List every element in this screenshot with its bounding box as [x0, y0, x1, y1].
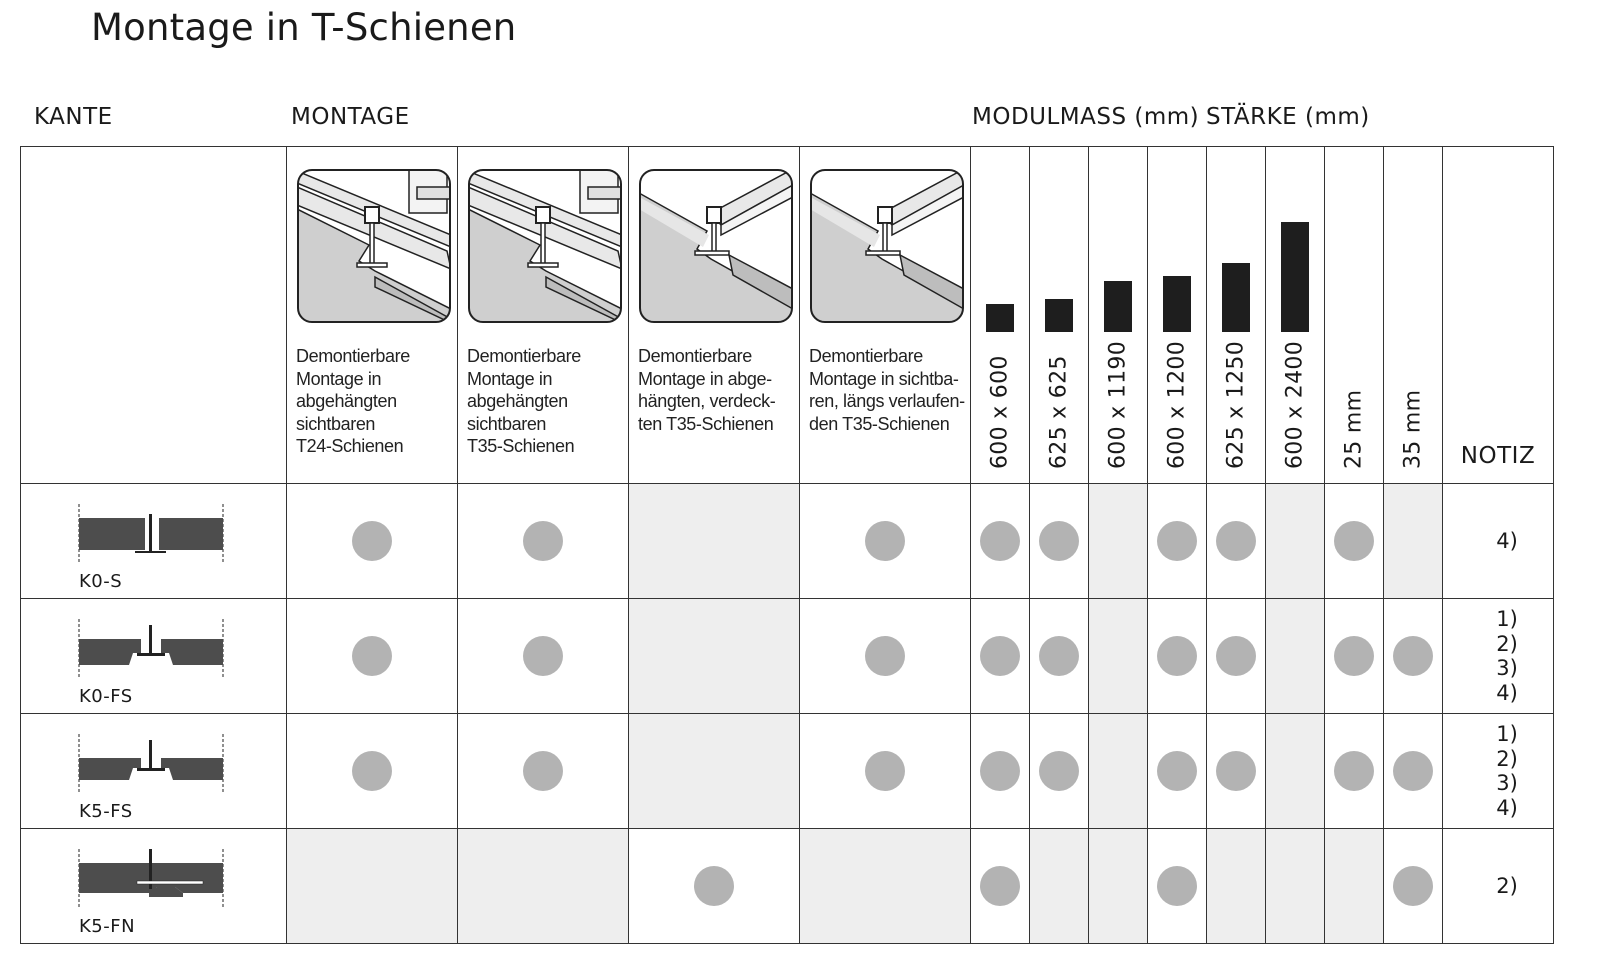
note-ref: 3) [1496, 656, 1518, 680]
montage-cell [800, 829, 971, 944]
montage-cell [458, 599, 629, 714]
size-bar [986, 304, 1014, 332]
modul-cell [1207, 829, 1266, 944]
montage-description: Demontierbare Montage in abgehängten sichtbaren T24-Schienen [296, 346, 410, 456]
notiz-header: NOTIZ [1460, 443, 1536, 469]
availability-dot [980, 866, 1020, 906]
table-row [21, 829, 1554, 944]
staerke-cell [1325, 484, 1384, 599]
availability-dot [1039, 751, 1079, 791]
notiz-cell [1443, 714, 1554, 829]
kante-cell [21, 714, 287, 829]
notes-list [1443, 529, 1553, 554]
montage-cell [800, 599, 971, 714]
table-row [21, 599, 1554, 714]
montage-cell [458, 714, 629, 829]
notes-list [1443, 607, 1553, 705]
edge-profile-icon [77, 502, 227, 564]
staerke-cell [1384, 599, 1443, 714]
montage-col-4-header [800, 147, 971, 484]
size-bar [1281, 222, 1309, 332]
staerke-cell [1325, 714, 1384, 829]
availability-dot [1393, 866, 1433, 906]
modul-size-label: 625 x 1250 [1223, 341, 1249, 469]
modul-col-header [1266, 147, 1325, 484]
size-bar [1222, 263, 1250, 332]
edge-profile-icon [77, 617, 227, 679]
availability-dot [1157, 636, 1197, 676]
staerke-label: 35 mm [1400, 389, 1426, 469]
availability-dot [523, 521, 563, 561]
modul-cell [1030, 714, 1089, 829]
availability-dot [1334, 521, 1374, 561]
staerke-header: STÄRKE (mm) [1206, 104, 1370, 130]
montage-table [20, 146, 1554, 944]
availability-dot [523, 751, 563, 791]
note-ref: 2) [1496, 746, 1518, 771]
kante-cell [21, 599, 287, 714]
availability-dot [1393, 751, 1433, 791]
note-ref: 1) [1496, 722, 1518, 746]
staerke-cell [1325, 829, 1384, 944]
modul-cell [1148, 599, 1207, 714]
modul-cell [1148, 484, 1207, 599]
modul-cell [1030, 484, 1089, 599]
montage-cell [287, 599, 458, 714]
kante-header-cell [21, 147, 287, 484]
modul-cell [1266, 599, 1325, 714]
header-row [21, 147, 1554, 484]
staerke-col-header [1325, 147, 1384, 484]
availability-dot [352, 636, 392, 676]
table-row [21, 714, 1554, 829]
size-bar [1045, 299, 1073, 332]
modul-cell [1089, 829, 1148, 944]
note-ref: 2) [1496, 873, 1518, 898]
montage-col-1-header [287, 147, 458, 484]
availability-dot [1157, 866, 1197, 906]
kante-header: KANTE [34, 104, 113, 130]
edge-profile-icon [77, 847, 227, 909]
availability-dot [980, 521, 1020, 561]
modul-cell [1089, 484, 1148, 599]
montage-col-3-header [629, 147, 800, 484]
modul-cell [1266, 484, 1325, 599]
montage-cell [287, 484, 458, 599]
modul-cell [1207, 599, 1266, 714]
edge-profile-icon [77, 732, 227, 794]
availability-dot [352, 751, 392, 791]
staerke-cell [1384, 714, 1443, 829]
montage-illustration-2 [468, 169, 622, 323]
modul-cell [1089, 714, 1148, 829]
modul-cell [1266, 829, 1325, 944]
montage-cell [629, 484, 800, 599]
availability-dot [1157, 521, 1197, 561]
availability-dot [1216, 751, 1256, 791]
montage-col-2-header [458, 147, 629, 484]
montage-cell [458, 829, 629, 944]
notes-list [1443, 874, 1553, 899]
note-ref: 4) [1496, 795, 1518, 820]
montage-cell [458, 484, 629, 599]
montage-cell [800, 714, 971, 829]
montage-cell [287, 829, 458, 944]
modul-cell [971, 484, 1030, 599]
montage-header: MONTAGE [291, 104, 410, 130]
modul-size-label: 600 x 1200 [1164, 341, 1190, 469]
notiz-cell [1443, 484, 1554, 599]
availability-dot [1216, 636, 1256, 676]
modul-col-header [1030, 147, 1089, 484]
note-ref: 4) [1496, 680, 1518, 705]
note-ref: 1) [1496, 607, 1518, 631]
montage-cell [287, 714, 458, 829]
notes-list [1443, 722, 1553, 820]
kante-label: K5-FN [79, 916, 136, 937]
modul-col-header [1207, 147, 1266, 484]
modul-cell [971, 829, 1030, 944]
modul-cell [1148, 829, 1207, 944]
modul-cell [1030, 599, 1089, 714]
staerke-cell [1384, 484, 1443, 599]
staerke-cell [1325, 599, 1384, 714]
availability-dot [523, 636, 563, 676]
montage-illustration-3 [639, 169, 793, 323]
montage-cell [800, 484, 971, 599]
modul-cell [971, 599, 1030, 714]
modul-col-header [971, 147, 1030, 484]
modul-cell [1148, 714, 1207, 829]
modul-cell [1030, 829, 1089, 944]
notiz-col-header [1443, 147, 1554, 484]
availability-dot [1334, 636, 1374, 676]
availability-dot [1216, 521, 1256, 561]
availability-dot [352, 521, 392, 561]
availability-dot [1393, 636, 1433, 676]
montage-cell [629, 829, 800, 944]
staerke-cell [1384, 829, 1443, 944]
availability-dot [1334, 751, 1374, 791]
modul-size-label: 600 x 600 [987, 355, 1013, 469]
availability-dot [694, 866, 734, 906]
modul-size-label: 600 x 1190 [1105, 341, 1131, 469]
modul-cell [1266, 714, 1325, 829]
modul-col-header [1148, 147, 1207, 484]
modul-size-label: 600 x 2400 [1282, 341, 1308, 469]
note-ref: 3) [1496, 771, 1518, 795]
montage-cell [629, 599, 800, 714]
availability-dot [865, 521, 905, 561]
modul-size-label: 625 x 625 [1046, 355, 1072, 469]
note-ref: 4) [1496, 528, 1518, 553]
kante-cell [21, 829, 287, 944]
staerke-col-header [1384, 147, 1443, 484]
modul-cell [971, 714, 1030, 829]
notiz-cell [1443, 599, 1554, 714]
size-bar [1163, 276, 1191, 332]
kante-label: K5-FS [79, 801, 133, 822]
availability-dot [1157, 751, 1197, 791]
page-title: Montage in T-Schienen [91, 6, 517, 49]
kante-label: K0-FS [79, 686, 133, 707]
availability-dot [865, 636, 905, 676]
availability-dot [980, 751, 1020, 791]
availability-dot [1039, 521, 1079, 561]
availability-dot [1039, 636, 1079, 676]
montage-description: Demontierbare Montage in abgehängten sichtbaren T35-Schienen [467, 346, 581, 456]
montage-illustration-1 [297, 169, 451, 323]
note-ref: 2) [1496, 631, 1518, 656]
montage-illustration-4 [810, 169, 964, 323]
modul-cell [1089, 599, 1148, 714]
montage-description: Demontierbare Montage in sichtba- ren, längs verlaufen- den T35-Schienen [809, 346, 965, 434]
modulmass-header: MODULMASS (mm) [972, 104, 1200, 130]
modul-cell [1207, 484, 1266, 599]
availability-dot [980, 636, 1020, 676]
kante-cell [21, 484, 287, 599]
staerke-label: 25 mm [1341, 389, 1367, 469]
montage-description: Demontierbare Montage in abge- hängten, verdeck- ten T35-Schienen [638, 346, 776, 434]
modul-cell [1207, 714, 1266, 829]
size-bar [1104, 281, 1132, 332]
notiz-cell [1443, 829, 1554, 944]
kante-label: K0-S [79, 571, 123, 592]
table-row [21, 484, 1554, 599]
availability-dot [865, 751, 905, 791]
montage-cell [629, 714, 800, 829]
modul-col-header [1089, 147, 1148, 484]
